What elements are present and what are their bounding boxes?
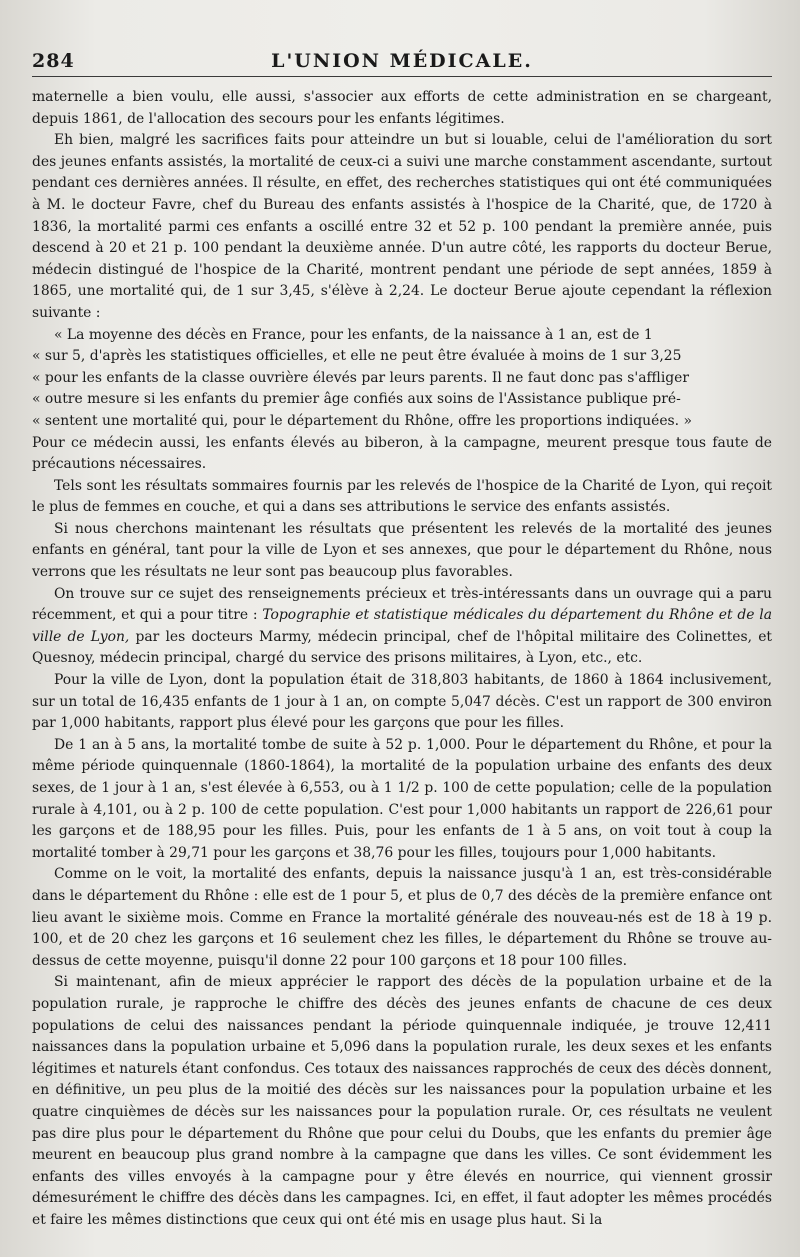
page-number: 284: [32, 50, 75, 72]
paragraph: Tels sont les résultats sommaires fournis par les relevés de l'hospice de la Charité de Lyon, qui reçoit le plus de femmes en couche, et qui a dans ses attributions le service des enfants assistés.: [32, 477, 772, 516]
paragraph: Eh bien, malgré les sacrifices faits pour atteindre un but si louable, celui de l'amélioration du sort des jeunes enfants assistés, la mortalité de ceux-ci a suivi une marche constamment ascendante, surtout pendant ces dernières années. Il résulte, en effet, des recherches statistiques qui ont été communiquées à M. le docteur Favre, chef du Bureau des enfants assistés à l'hospice de la Charité, que, de 1720 à 1836, la mortalité parmi ces enfants a oscillé entre 32 et 52 p. 100 pendant la première année, puis descend à 20 et 21 p. 100 pendant la deuxième année. D'un autre côté, les rapports du docteur Berue, médecin distingué de l'hospice de la Charité, montrent pendant une période de sept années, 1859 à 1865, une mortalité qui, de 1 sur 3,45, s'élève à 2,24. Le docteur Berue ajoute cependant la réflexion suivante :: [32, 132, 772, 321]
paragraph: maternelle a bien voulu, elle aussi, s'associer aux efforts de cette administration en se chargeant, depuis 1861, de l'allocation des secours pour les enfants légitimes.: [32, 89, 772, 127]
quote-line: « sentent une mortalité qui, pour le département du Rhône, offre les proportions indiquées. »: [32, 412, 692, 429]
paragraph: Si nous cherchons maintenant les résultats que présentent les relevés de la mortalité des jeunes enfants en général, tant pour la ville de Lyon et ses annexes, que pour le département du Rhône, nous verrons que les résultats ne leur sont pas beaucoup plus favorables.: [32, 520, 772, 581]
page-header: [32, 46, 772, 77]
paragraph-with-citation: [32, 584, 772, 670]
paragraph: Pour ce médecin aussi, les enfants élevés au biberon, à la campagne, meurent presque tous faute de précautions nécessaires.: [32, 434, 772, 473]
quote-line: « La moyenne des décès en France, pour les enfants, de la naissance à 1 an, est de 1: [54, 326, 653, 343]
citation-lead-in: On trouve sur ce sujet des renseignements précieux et très-intéressants dans un ouvrage qui a paru récemment, et qui a pour titre :: [32, 585, 772, 624]
quote-line: « sur 5, d'après les statistiques officielles, et elle ne peut être évaluée à moins de 1 sur 3,25: [32, 348, 682, 365]
citation-authors: par les docteurs Marmy, médecin principal, chef de l'hôpital militaire des Colinettes, et Quesnoy, médecin principal, chargé du service des prisons militaires, à Lyon, etc., etc.: [32, 628, 772, 667]
quote-line: « outre mesure si les enfants du premier âge confiés aux soins de l'Assistance publique pré-: [32, 391, 681, 408]
paragraph: De 1 an à 5 ans, la mortalité tombe de suite à 52 p. 1,000. Pour le département du Rhône, et pour la même période quinquennale (1860-1864), la mortalité de la population urbaine des enfants des deux sexes, de 1 jour à 1 an, s'est élevée à 6,553, ou à 1 1/2 p. 100 de cette population; celle de la population rurale à 4,101, ou à 2 p. 100 de cette population. C'est pour 1,000 habitants un rapport de 226,61 pour les garçons et de 188,95 pour les filles. Puis, pour les enfants de 1 à 5 ans, on voit tout à coup la mortalité tomber à 29,71 pour les garçons et 38,76 pour les filles, toujours pour 1,000 habitants.: [32, 736, 772, 861]
paragraph: Si maintenant, afin de mieux apprécier le rapport des décès de la population urbaine et de la population rurale, je rapproche le chiffre des décès des jeunes enfants de chacune de ces deux populations de celui des naissances pendant la période quinquennale indiquée, je trouve 12,411 naissances dans la population urbaine et 5,096 dans la population rurale, les deux sexes et les enfants légitimes et naturels étant confondus. Ces totaux des naissances rapprochés de ceux des décès donnent, en définitive, un peu plus de la moitié des décès sur les naissances pour la population urbaine et les quatre cinquièmes de décès sur les naissances pour la population rurale. Or, ces résultats ne veulent pas dire plus pour le département du Rhône que pour celui du Doubs, que les enfants du premier âge meurent en beaucoup plus grand nombre à la campagne que dans les villes. Ce sont évidemment les enfants des villes envoyés à la campagne pour y être élevés en nourrice, qui viennent grossir démesurément le chiffre des décès dans les campagnes. Ici, en effet, il faut adopter les mêmes procédés et faire les mêmes distinctions que ceux qui ont été mis en usage plus haut. Si la: [32, 974, 772, 1228]
quotation-block: [32, 325, 772, 433]
paragraph: Comme on le voit, la mortalité des enfants, depuis la naissance jusqu'à 1 an, est très-considérable dans le département du Rhône : elle est de 1 pour 5, et plus de 0,7 des décès de la première enfance ont lieu avant le sixième mois. Comme en France la mortalité générale des nouveau-nés est de 18 à 19 p. 100, et de 20 chez les garçons et 16 seulement chez les filles, le département du Rhône se trouve au-dessus de cette moyenne, puisqu'il donne 22 pour 100 garçons et 18 pour 100 filles.: [32, 866, 772, 969]
cited-work-title: Topographie et statistique médicales du département du Rhône et de la ville de Lyon,: [32, 607, 772, 645]
running-title: L'UNION MÉDICALE.: [271, 50, 533, 72]
article-body: [32, 87, 772, 1231]
quote-line: « pour les enfants de la classe ouvrière élevés par leurs parents. Il ne faut donc pas s'affliger: [32, 369, 690, 386]
paragraph: Pour la ville de Lyon, dont la population était de 318,803 habitants, de 1860 à 1864 inclusivement, sur un total de 16,435 enfants de 1 jour à 1 an, on compte 5,047 décès. C'est un rapport de 300 environ par 1,000 habitants, rapport plus élevé pour les garçons que pour les filles.: [32, 672, 772, 732]
